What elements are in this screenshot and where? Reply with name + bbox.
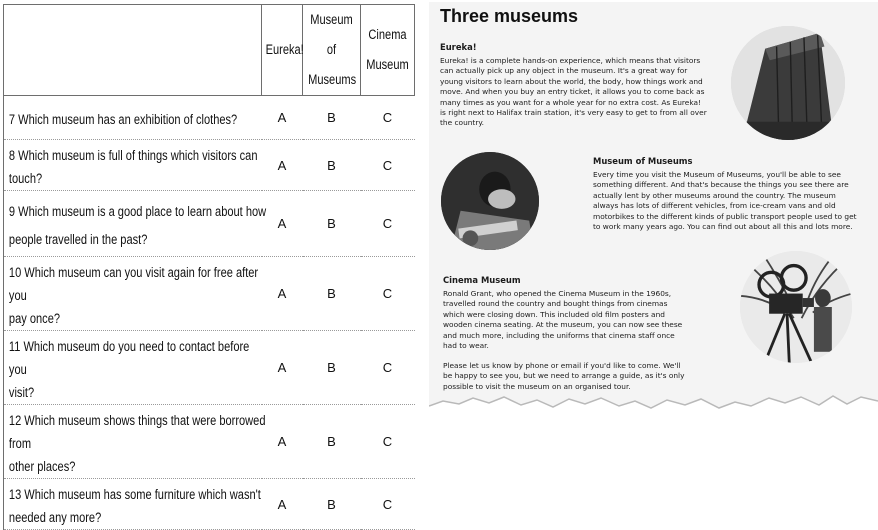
body-line: possible to visit the museum on an organised tour. [443, 381, 631, 391]
body-line: move. And when you buy an entry ticket, it allows you to come back as [440, 87, 705, 97]
question-text-cell [4, 140, 262, 191]
column-header-line: Museum [366, 57, 409, 72]
column-header-line: Cinema [368, 27, 407, 42]
question-text: people travelled in the past? [8, 231, 148, 247]
question-row-9 [4, 191, 415, 257]
answer-option-a[interactable]: A [262, 479, 303, 530]
body-line: is right next to Halifax train station, it's very easy to get to from all over [440, 108, 707, 118]
column-header-eureka [262, 5, 303, 96]
question-text-cell [4, 479, 262, 530]
body-line: to work many years ago. You can find out about all this and lots more. [593, 222, 853, 232]
answer-option-c[interactable]: C [361, 331, 415, 405]
column-header-cinema-museum [361, 5, 415, 96]
section-body-eureka [440, 56, 730, 129]
answer-option-c[interactable]: C [361, 140, 415, 191]
question-text: 13 Which museum has some furniture which wasn't [8, 487, 261, 502]
question-row-13 [4, 479, 415, 530]
question-text: 10 Which museum can you visit again for free after you [8, 265, 259, 303]
museum-of-museums-photo [441, 152, 539, 250]
column-header-line: Museum of [310, 12, 353, 57]
question-row-8 [4, 140, 415, 191]
body-line: young visitors to learn about the world, the body, how things work and [440, 76, 703, 86]
header-blank-cell [4, 5, 262, 96]
question-text-cell [4, 331, 262, 405]
question-text: 12 Which museum shows things that were borrowed from [8, 413, 266, 451]
answer-option-c[interactable]: C [361, 191, 415, 257]
body-line: actually lent by other museums around the country. The museum [593, 190, 836, 200]
question-text: touch? [8, 171, 43, 186]
section-heading-cinema-museum: Cinema Museum [443, 275, 521, 285]
question-text: 11 Which museum do you need to contact before you [8, 339, 250, 377]
section-body-cinema-museum-visit [443, 361, 728, 392]
question-text-cell [4, 191, 267, 257]
body-line: the country. [440, 118, 485, 128]
section-heading-eureka: Eureka! [440, 42, 477, 52]
answer-option-a[interactable]: A [262, 96, 303, 140]
answer-option-a[interactable]: A [262, 331, 303, 405]
answer-option-a[interactable]: A [262, 140, 303, 191]
answer-option-c[interactable]: C [361, 257, 415, 331]
question-text: 7 Which museum has an exhibition of clothes? [8, 112, 238, 127]
body-line: wooden cinema seating. At the museum, you can now see these [443, 320, 683, 330]
answer-option-b[interactable]: B [303, 191, 361, 257]
question-table [3, 4, 414, 525]
article-page [429, 2, 878, 440]
body-line: travelled round the country and bought things from cinemas [443, 299, 668, 309]
article-title: Three museums [440, 6, 579, 26]
question-text: 8 Which museum is full of things which visitors can [8, 148, 258, 163]
body-line: Ronald Grant, who opened the Cinema Museum in the 1960s, [443, 289, 672, 298]
body-line: always has lots of different vehicles, from ice-cream vans and old [593, 201, 836, 211]
section-body-museum-of-museums [593, 170, 878, 232]
section-body-cinema-museum [443, 289, 698, 351]
answer-option-c[interactable]: C [361, 479, 415, 530]
question-text-cell [4, 257, 262, 331]
question-text: other places? [8, 459, 76, 474]
column-header-line: Eureka! [265, 42, 304, 57]
body-line: which were closing down. This included old film posters and [443, 309, 665, 319]
answer-option-a[interactable]: A [262, 405, 303, 479]
question-text: pay once? [8, 311, 61, 326]
answer-option-b[interactable]: B [303, 96, 361, 140]
body-line: be happy to see you, but we need to arrange a guide, as it's only [443, 371, 685, 381]
question-row-7 [4, 96, 415, 140]
question-row-11 [4, 331, 415, 405]
cinema-camera-photo [740, 251, 852, 363]
answer-option-b[interactable]: B [303, 479, 361, 530]
answer-option-b[interactable]: B [303, 331, 361, 405]
answer-option-a[interactable]: A [262, 257, 303, 331]
table-header-row [4, 5, 415, 96]
body-line: can actually pick up any object in the museum. It's a great way for [440, 66, 688, 76]
question-row-10 [4, 257, 415, 331]
body-line: motorbikes to the different kinds of public transport people used to get [593, 211, 857, 221]
column-header-line: Museums [308, 72, 357, 87]
question-text: needed any more? [8, 510, 102, 525]
body-line: and much more, including the uniforms that cinema staff once [443, 330, 675, 340]
question-text-cell [4, 405, 266, 479]
body-line: had to wear. [443, 341, 489, 351]
question-row-12 [4, 405, 415, 479]
question-text: 9 Which museum is a good place to learn about how [8, 203, 267, 219]
question-text-cell [4, 96, 262, 140]
body-line: Every time you visit the Museum of Museums, you'll be able to see [593, 170, 841, 179]
body-line: many times as you want for a whole year for no extra cost. As Eureka! [440, 97, 701, 107]
answer-option-c[interactable]: C [361, 405, 415, 479]
answer-option-b[interactable]: B [303, 405, 361, 479]
body-line: Please let us know by phone or email if you'd like to come. We'll [443, 361, 681, 370]
answer-option-c[interactable]: C [361, 96, 415, 140]
answer-option-a[interactable]: A [262, 191, 303, 257]
column-header-museum-of-museums [303, 5, 361, 96]
body-line: Eureka! is a complete hands-on experience, which means that visitors [440, 56, 701, 65]
answer-option-b[interactable]: B [303, 140, 361, 191]
eureka-building-photo [731, 26, 845, 140]
question-text: visit? [8, 385, 35, 400]
body-line: something different. And that's because the things you see there are [593, 180, 849, 190]
section-heading-museum-of-museums: Museum of Museums [593, 156, 693, 166]
answer-option-b[interactable]: B [303, 257, 361, 331]
